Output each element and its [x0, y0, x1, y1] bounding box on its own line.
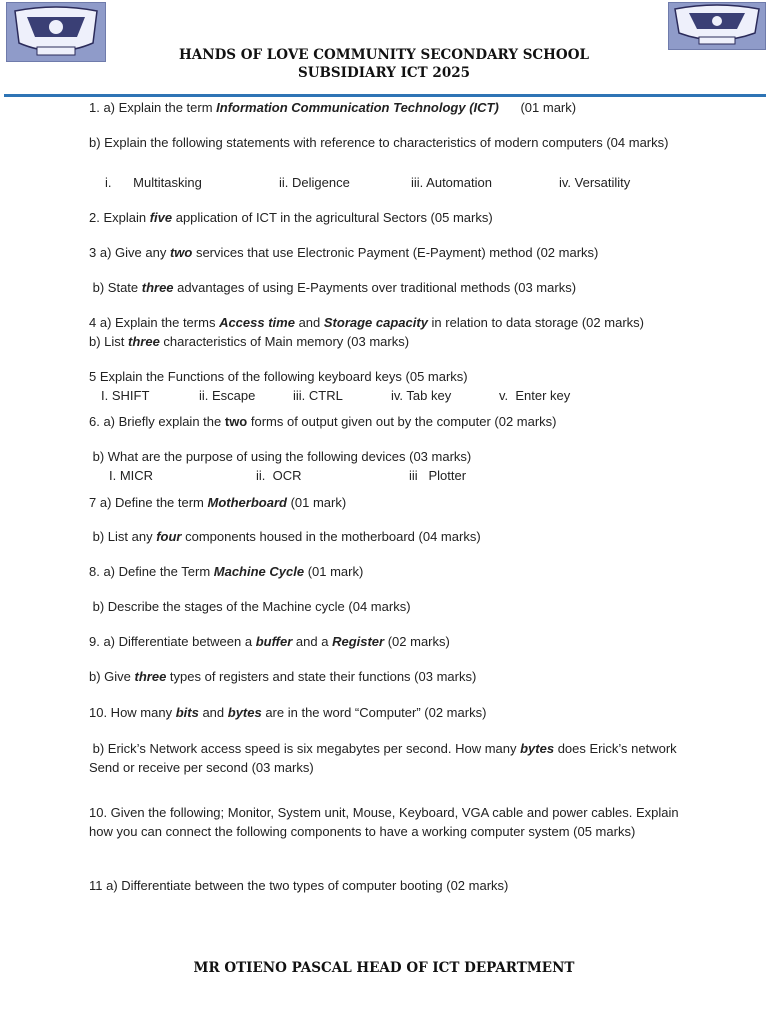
- question-3a: 3 a) Give any two services that use Electronic Payment (E-Payment) method (02 marks): [89, 245, 599, 260]
- header-divider: [4, 94, 766, 97]
- school-name: HANDS OF LOVE COMMUNITY SECONDARY SCHOOL: [179, 47, 589, 63]
- q5-option: iv. Tab key: [391, 388, 452, 403]
- q1b-option: iv. Versatility: [559, 175, 631, 190]
- question-1b: b) Explain the following statements with reference to characteristics of modern computers (04 marks): [89, 135, 669, 150]
- question-8a: 8. a) Define the Term Machine Cycle (01 mark): [89, 564, 364, 579]
- q1b-option: iii. Automation: [411, 175, 492, 190]
- school-crest-icon: [669, 3, 765, 49]
- question-1a: 1. a) Explain the term Information Communication Technology (ICT) (01 mark): [89, 100, 577, 115]
- question-3b: b) State three advantages of using E-Payments over traditional methods (03 marks): [89, 280, 577, 295]
- school-logo-right: [668, 2, 766, 50]
- q6b-option: iii Plotter: [409, 468, 467, 483]
- question-4a: 4 a) Explain the terms Access time and Storage capacity in relation to data storage (02 marks): [89, 315, 644, 330]
- question-10: 10. How many bits and bytes are in the word “Computer” (02 marks): [89, 705, 487, 720]
- q5-option: I. SHIFT: [101, 388, 150, 403]
- document-header: [0, 46, 768, 82]
- q5-option: iii. CTRL: [293, 388, 343, 403]
- question-6b: b) What are the purpose of using the following devices (03 marks): [89, 449, 472, 464]
- q1b-option: i. Multitasking: [105, 175, 202, 190]
- question-10c: 10. Given the following; Monitor, System unit, Mouse, Keyboard, VGA cable and power cables. Explain how you can connect the following components to have a working computer system (05 marks): [89, 805, 679, 839]
- question-2: 2. Explain five application of ICT in the agricultural Sectors (05 marks): [89, 210, 493, 225]
- q6b-option: ii. OCR: [256, 468, 302, 483]
- question-11a: 11 a) Differentiate between the two types of computer booting (02 marks): [89, 878, 509, 893]
- question-6a: 6. a) Briefly explain the two forms of output given out by the computer (02 marks): [89, 414, 557, 429]
- question-5: 5 Explain the Functions of the following keyboard keys (05 marks): [89, 369, 468, 384]
- question-4b: b) List three characteristics of Main memory (03 marks): [89, 334, 410, 349]
- document-footer: MR OTIENO PASCAL HEAD OF ICT DEPARTMENT: [193, 960, 575, 976]
- question-9b: b) Give three types of registers and state their functions (03 marks): [89, 669, 477, 684]
- q5-option: ii. Escape: [199, 388, 256, 403]
- q1b-option: ii. Deligence: [279, 175, 350, 190]
- exam-title: SUBSIDIARY ICT 2025: [297, 65, 470, 81]
- q6b-option: I. MICR: [109, 468, 154, 483]
- question-7a: 7 a) Define the term Motherboard (01 mark): [89, 495, 347, 510]
- question-9a: 9. a) Differentiate between a buffer and a Register (02 marks): [89, 634, 450, 649]
- question-10b: b) Erick’s Network access speed is six megabytes per second. How many bytes does Erick’s network Send or receive per second (03 marks): [89, 741, 677, 775]
- q5-option: v. Enter key: [499, 388, 571, 403]
- question-7b: b) List any four components housed in the motherboard (04 marks): [89, 529, 481, 544]
- question-8b: b) Describe the stages of the Machine cycle (04 marks): [89, 599, 411, 614]
